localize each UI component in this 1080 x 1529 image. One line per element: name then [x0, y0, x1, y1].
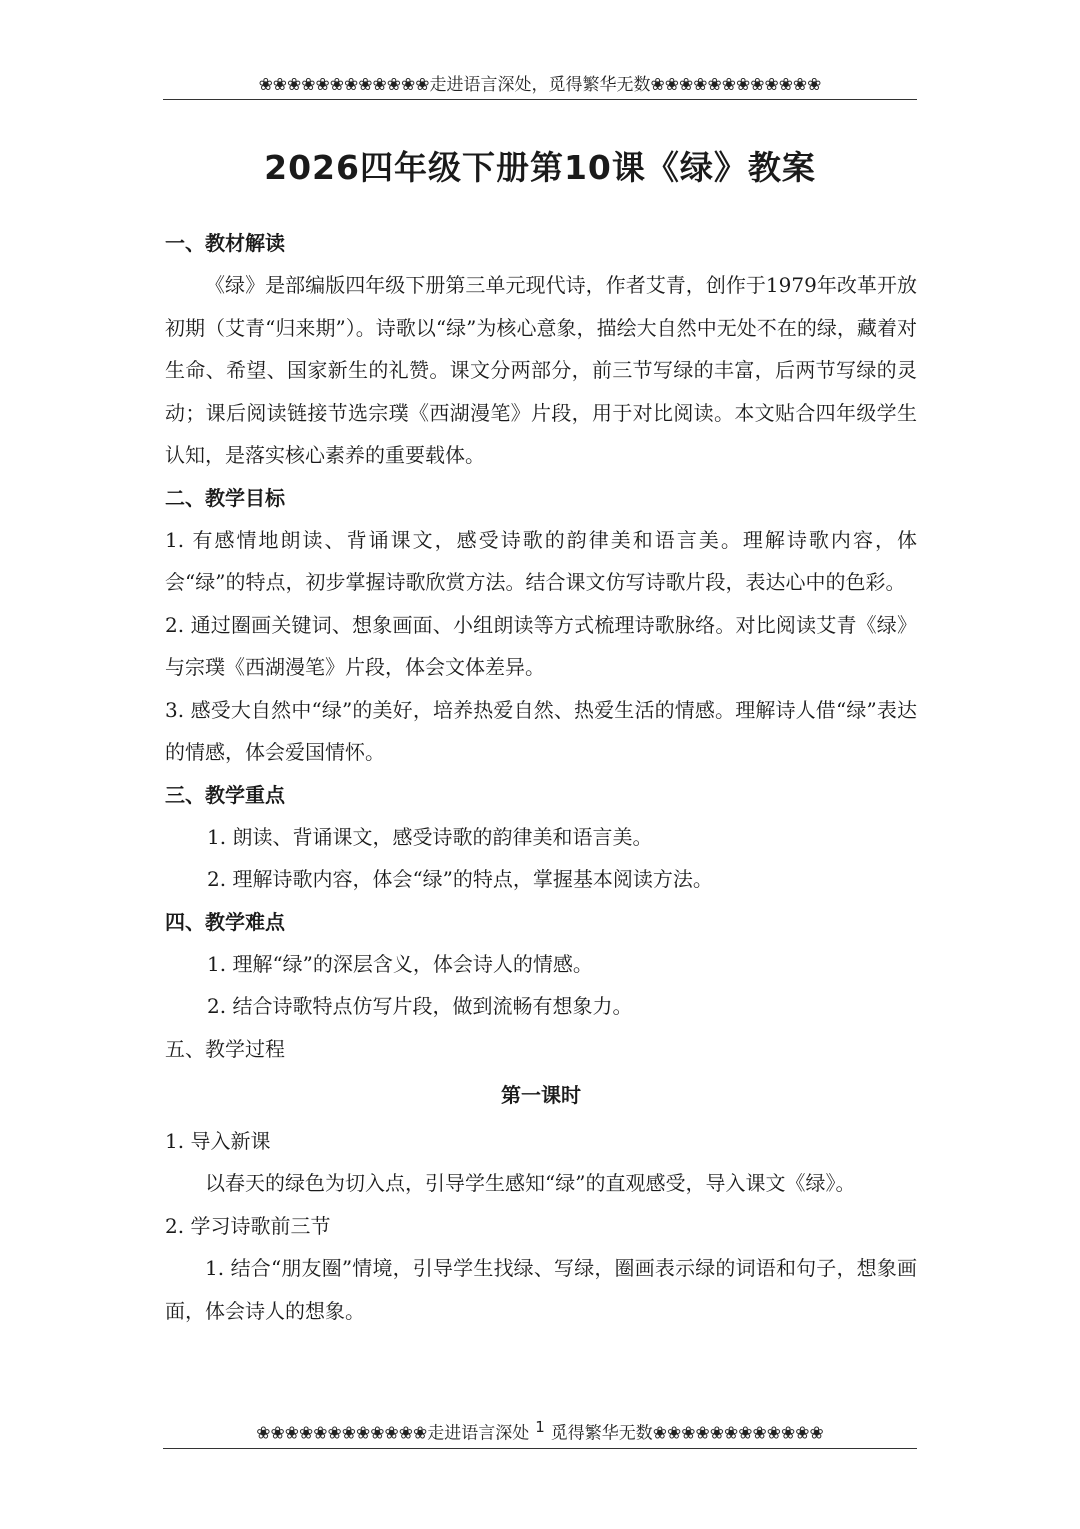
- page-footer: [163, 1418, 917, 1449]
- footer-left-text: ❀❀❀❀❀❀❀❀❀❀❀❀走进语言深处: [256, 1423, 530, 1444]
- section-heading-textbook-analysis: 一、教材解读: [165, 231, 285, 255]
- paragraph-textbook-analysis: 《绿》是部编版四年级下册第三单元现代诗，作者艾青，创作于1979年改革开放初期（艾青“归来期”）。诗歌以“绿”为核心意象，描绘大自然中无处不在的绿，藏着对生命、希望、国家新生的礼赞。课文分两部分，前三节写绿的丰富，后两节写绿的灵动；课后阅读链接节选宗璞《西湖漫笔》片段，用于对比阅读。本文贴合四年级学生认知，是落实核心素养的重要载体。: [165, 273, 917, 467]
- step-title-first-three-stanzas: 2. 学习诗歌前三节: [165, 1213, 331, 1238]
- objective-item-3: 3. 感受大自然中“绿”的美好，培养热爱自然、热爱生活的情感。理解诗人借“绿”表达的情感，体会爱国情怀。: [165, 697, 917, 764]
- section-heading-difficulties: 四、教学难点: [165, 909, 285, 934]
- step-title-introduction: 1. 导入新课: [165, 1128, 271, 1153]
- footer-right-text: 觅得繁华无数❀❀❀❀❀❀❀❀❀❀❀❀: [550, 1423, 824, 1444]
- section-heading-teaching-process: 五、教学过程: [165, 1036, 285, 1061]
- key-point-item-2: 2. 理解诗歌内容，体会“绿”的特点，掌握基本阅读方法。: [207, 867, 713, 891]
- section-heading-key-points: 三、教学重点: [165, 782, 285, 807]
- document-body: [165, 222, 917, 1332]
- key-point-item-1: 1. 朗读、背诵课文，感受诗歌的韵律美和语言美。: [207, 824, 653, 849]
- step-text-first-three-stanzas: 1. 结合“朋友圈”情境，引导学生找绿、写绿，圈画表示绿的词语和句子，想象画面，体会诗人的想象。: [165, 1256, 917, 1323]
- difficulty-item-2: 2. 结合诗歌特点仿写片段，做到流畅有想象力。: [207, 994, 633, 1018]
- section-heading-teaching-objectives: 二、教学目标: [165, 485, 285, 510]
- difficulty-item-1: 1. 理解“绿”的深层含义，体会诗人的情感。: [207, 951, 593, 976]
- step-text-introduction: 以春天的绿色为切入点，引导学生感知“绿”的直观感受，导入课文《绿》。: [205, 1171, 856, 1195]
- lesson-period-title: 第一课时: [501, 1082, 581, 1107]
- page-header: ❀❀❀❀❀❀❀❀❀❀❀❀走进语言深处，觅得繁华无数❀❀❀❀❀❀❀❀❀❀❀❀: [163, 70, 917, 100]
- page-title: 2026四年级下册第10课《绿》教案: [264, 148, 816, 187]
- page-number: 1: [535, 1418, 545, 1436]
- objective-item-1: 1. 有感情地朗读、背诵课文，感受诗歌的韵律美和语言美。理解诗歌内容，体会“绿”的特点，初步掌握诗歌欣赏方法。结合课文仿写诗歌片段，表达心中的色彩。: [165, 527, 917, 594]
- objective-item-2: 2. 通过圈画关键词、想象画面、小组朗读等方式梳理诗歌脉络。对比阅读艾青《绿》与宗璞《西湖漫笔》片段，体会文体差异。: [165, 612, 917, 679]
